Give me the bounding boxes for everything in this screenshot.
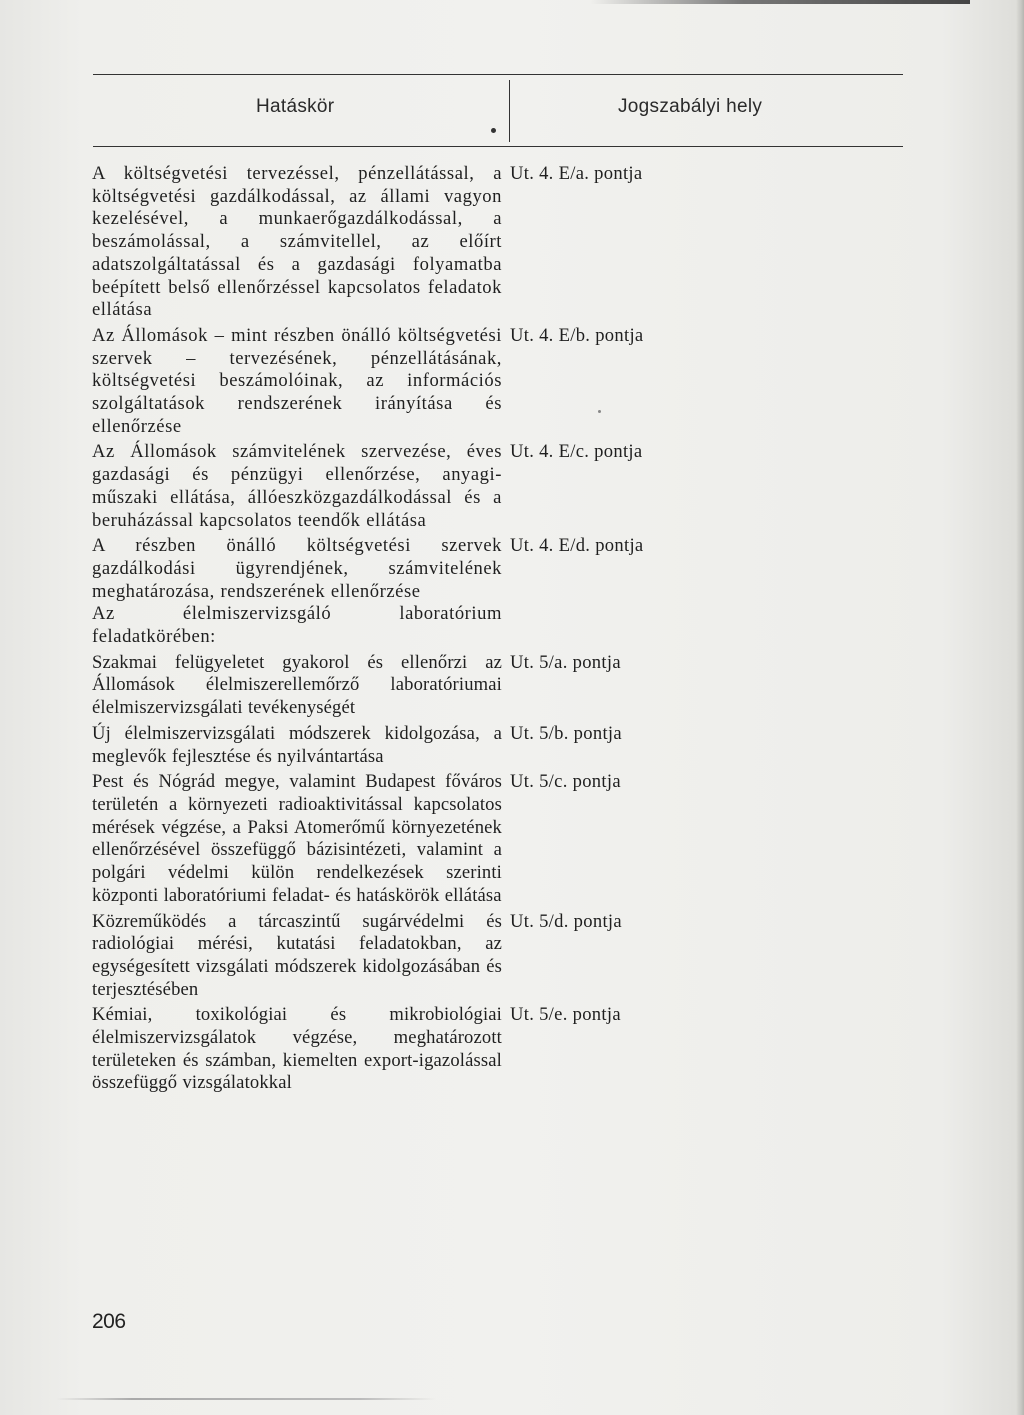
row-competence-text: Az Állomások számvitelének szervezése, éves gazdasági és pénzügyi ellenőrzése, anyagi-műszaki ellátása, állóeszközgazdálkodással és a beruházással kapcsolatos teendők ellátása — [92, 441, 502, 531]
table-row — [92, 1004, 912, 1095]
page-number: 206 — [92, 1310, 126, 1333]
row-competence-text: Új élelmiszervizsgálati módszerek kidolgozása, a meglevők fejlesztése és nyilvántartása — [92, 722, 502, 767]
table-row — [92, 535, 912, 603]
table-row — [92, 441, 912, 532]
column-header-jogszabalyi-hely: Jogszabályi hely — [618, 96, 763, 117]
row-legal-reference: Ut. 5/a. pontja — [510, 651, 621, 673]
scan-smudge-bottom — [56, 1398, 436, 1400]
table-row — [92, 771, 912, 907]
table-body — [92, 163, 912, 1095]
scan-speck — [598, 410, 601, 413]
scan-edge-top — [590, 0, 970, 4]
row-legal-reference: Ut. 4. E/b. pontja — [510, 324, 644, 346]
table-row — [92, 603, 912, 648]
row-legal-reference: Ut. 5/b. pontja — [510, 722, 622, 744]
row-competence-text: A költségvetési tervezéssel, pénzellátással, a költségvetési gazdálkodással, az állami vagyon kezelésével, a munkaerőgazdálkodással, a beszámolással, a számvitellel, az előírt adatszolgáltatással és a gazdasági folyamatba beépített belső ellenőrzéssel kapcsolatos feladatok ellátása — [92, 163, 502, 321]
row-legal-reference: Ut. 4. E/c. pontja — [510, 441, 643, 463]
row-legal-reference: Ut. 5/d. pontja — [510, 910, 622, 932]
row-legal-reference: Ut. 5/c. pontja — [510, 771, 621, 793]
table-row — [92, 325, 912, 439]
column-header-hataskor: Hatáskör — [256, 96, 335, 117]
table-top-rule — [93, 74, 903, 75]
print-dot — [491, 128, 496, 133]
table-column-divider — [509, 80, 510, 142]
row-competence-text: A részben önálló költségvetési szervek gazdálkodási ügyrendjének, számvitelének meghatározása, rendszerének ellenőrzése — [92, 535, 502, 602]
table-row — [92, 911, 912, 1002]
table-row — [92, 163, 912, 322]
row-competence-text: Pest és Nógrád megye, valamint Budapest főváros területén a környezeti radioaktivitással kapcsolatos mérések végzése, a Paksi Atomerőmű környezetének ellenőrzésével összefüggő bázisintézeti, valamint a polgári védelmi külön rendelkezések szerinti központi laboratóriumi feladat- és hatáskörök ellátása — [92, 771, 502, 906]
row-competence-text: Közreműködés a tárcaszintű sugárvédelmi és radiológiai mérési, kutatási feladatokban, az egységesített vizsgálati módszerek kidolgozásában és terjesztésében — [92, 910, 502, 1000]
table-row — [92, 723, 912, 768]
row-competence-text: Kémiai, toxikológiai és mikrobiológiai élelmiszervizsgálatok végzése, meghatározott területeken és számban, kiemelten export-igazolással összefüggő vizsgálatokkal — [92, 1004, 502, 1094]
table-row — [92, 652, 912, 720]
row-section-heading: Az élelmiszervizsgáló laboratórium feladatkörében: — [92, 603, 502, 648]
row-competence-text: Az Állomások – mint részben önálló költségvetési szervek – tervezésének, pénzellátásának, költségvetési beszámolóinak, az információs szolgáltatások rendszerének irányítása és ellenőrzése — [92, 324, 502, 437]
row-competence-text: Szakmai felügyeletet gyakorol és ellenőrzi az Állomások élelmiszerellemőrző laboratóriumai élelmiszervizsgálati tevékenységét — [92, 651, 502, 719]
row-legal-reference: Ut. 5/e. pontja — [510, 1004, 621, 1026]
row-legal-reference: Ut. 4. E/a. pontja — [510, 163, 643, 184]
row-legal-reference: Ut. 4. E/d. pontja — [510, 535, 644, 557]
scan-edge-right — [1016, 0, 1024, 1415]
table-header-rule — [93, 146, 903, 147]
